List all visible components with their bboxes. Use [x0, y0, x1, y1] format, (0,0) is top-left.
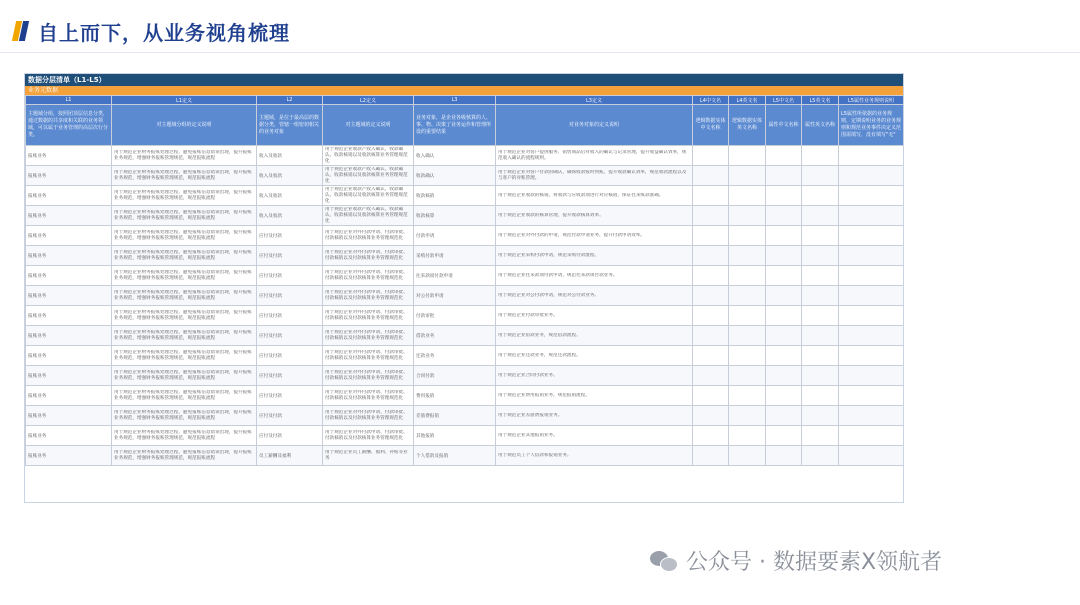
cell-l1: 报账业务	[26, 286, 112, 306]
cell-empty	[729, 346, 766, 366]
cell-l3-definition	[496, 406, 693, 426]
cell-l1-definition-text: 用于规范企业财务报账处理过程，避免报账信息错误出现，提升报账业务规范，增强财务报账管理规范，规范报账流程	[114, 389, 252, 401]
cell-l2-definition-text: 用于规范企业对外付款申请、付款审批、付款核销以及付款核算业务管理规范化	[325, 229, 408, 241]
col-header: L4中文名	[693, 96, 729, 105]
col-description: 对业务对象的定义说明	[496, 105, 693, 146]
cell-empty	[729, 426, 766, 446]
cell-empty	[766, 246, 802, 266]
cell-l1: 报账业务	[26, 166, 112, 186]
cell-l3-definition	[496, 366, 693, 386]
cell-l1: 报账业务	[26, 246, 112, 266]
cell-l3-definition	[496, 146, 693, 166]
cell-empty	[766, 446, 802, 466]
cell-empty	[839, 166, 904, 186]
col-header: L5中文名	[766, 96, 802, 105]
cell-l2-definition-text: 用于规范企业对外付款申请、付款审批、付款核销以及付款核算业务管理规范化	[325, 289, 408, 301]
cell-l2: 应付及付款	[257, 306, 323, 326]
cell-empty	[802, 206, 839, 226]
cell-l1-definition	[112, 426, 257, 446]
cell-empty	[802, 306, 839, 326]
cell-empty	[839, 366, 904, 386]
cell-l3-definition-text: 用于规范企业采购付款申请，规范采购付款流程。	[498, 252, 600, 258]
cell-empty	[693, 246, 729, 266]
cell-empty	[766, 266, 802, 286]
cell-l2-definition	[323, 146, 414, 166]
table-body	[26, 146, 904, 466]
cell-empty	[802, 286, 839, 306]
cell-l2-definition-text: 用于规范企业对外付款申请、付款审批、付款核销以及付款核算业务管理规范化	[325, 309, 408, 321]
watermark	[650, 545, 942, 576]
table-row	[26, 286, 904, 306]
col-description: 对主题域的定义说明	[323, 105, 414, 146]
cell-l3: 往来款项付款申请	[414, 266, 496, 286]
cell-l3-definition-text: 用于规范企业付款审批业务。	[498, 312, 558, 318]
cell-l1-definition-text: 用于规范企业财务报账处理过程，避免报账信息错误出现，提升报账业务规范，增强财务报账管理规范，规范报账流程	[114, 169, 252, 181]
cell-empty	[839, 186, 904, 206]
col-description: 逻辑数据实体英文名称	[729, 105, 766, 146]
cell-l2: 应付及付款	[257, 326, 323, 346]
col-description: L5属性所依据的业务规则，定期说明业务的业务规则和规范业务事件决定义范围需填写，没有填写"无"	[839, 105, 904, 146]
cell-l2-definition	[323, 186, 414, 206]
cell-l1: 报账业务	[26, 266, 112, 286]
cell-empty	[693, 186, 729, 206]
col-description: 业务对象，是企业各级核算的人、事、物、决策了业务运作和管理所设的重要结果	[414, 105, 496, 146]
cell-l3-definition-text: 用于规范企业对公付款申请，规范对公付款业务。	[498, 292, 600, 298]
cell-empty	[729, 286, 766, 306]
cell-l3: 收款确认	[414, 166, 496, 186]
table-row	[26, 186, 904, 206]
cell-l1-definition-text: 用于规范企业财务报账处理过程，避免报账信息错误出现，提升报账业务规范，增强财务报账管理规范，规范报账流程	[114, 449, 252, 461]
cell-empty	[766, 186, 802, 206]
cell-l2: 收入及收款	[257, 146, 323, 166]
sheet-subtitle: 业务元数据	[25, 86, 903, 95]
cell-l2: 应付及付款	[257, 426, 323, 446]
cell-empty	[802, 266, 839, 286]
table-row	[26, 206, 904, 226]
cell-l1-definition	[112, 346, 257, 366]
col-header: L3定义	[496, 96, 693, 105]
cell-l3-definition	[496, 426, 693, 446]
cell-empty	[693, 206, 729, 226]
cell-l3-definition	[496, 186, 693, 206]
cell-l2: 应付及付款	[257, 286, 323, 306]
col-header: L5英文名	[802, 96, 839, 105]
cell-empty	[693, 386, 729, 406]
cell-l1-definition	[112, 326, 257, 346]
cell-l1-definition	[112, 306, 257, 326]
cell-empty	[766, 366, 802, 386]
cell-l3: 费用报销	[414, 386, 496, 406]
cell-empty	[729, 406, 766, 426]
cell-l3: 对公付款申请	[414, 286, 496, 306]
cell-l2-definition-text: 用于规范企业员工薪酬、福利、补贴等业务	[325, 449, 408, 461]
slide-title-text: 自上而下，从业务视角梳理	[38, 20, 290, 45]
cell-empty	[802, 406, 839, 426]
cell-l3: 还款业务	[414, 346, 496, 366]
cell-l2-definition	[323, 226, 414, 246]
cell-l2: 应付及付款	[257, 346, 323, 366]
col-description: 主题域分组，按照团顶层信息分类，通过数据的共享度和关联的业务领域，可以属于业务管理的高层次行分类。	[26, 105, 112, 146]
cell-empty	[802, 446, 839, 466]
cell-l2: 收入及收款	[257, 186, 323, 206]
cell-l1-definition	[112, 246, 257, 266]
table-row	[26, 326, 904, 346]
cell-empty	[802, 346, 839, 366]
cell-empty	[802, 166, 839, 186]
sheet-title: 数据分层清单（L1-L5）	[25, 74, 903, 86]
cell-l2: 员工薪酬及福利	[257, 446, 323, 466]
cell-empty	[766, 386, 802, 406]
cell-empty	[729, 146, 766, 166]
data-layer-sheet	[24, 73, 904, 503]
cell-l1: 报账业务	[26, 146, 112, 166]
cell-l1: 报账业务	[26, 406, 112, 426]
cell-l3-definition	[496, 346, 693, 366]
cell-l2-definition	[323, 326, 414, 346]
cell-empty	[839, 426, 904, 446]
cell-empty	[693, 366, 729, 386]
cell-empty	[766, 166, 802, 186]
cell-empty	[839, 306, 904, 326]
cell-empty	[766, 326, 802, 346]
cell-l2-definition	[323, 426, 414, 446]
cell-l2-definition-text: 用于规范企业对外付款申请、付款审批、付款核销以及付款核算业务管理规范化	[325, 269, 408, 281]
cell-l3-definition-text: 用于规范企业还款业务，规范还款流程。	[498, 352, 581, 358]
cell-l2-definition-text: 用于规范企业收款产收入确认、收款确认、收款核销以及收款核算业务管理规范化	[325, 166, 408, 184]
cell-empty	[839, 146, 904, 166]
cell-empty	[766, 226, 802, 246]
cell-l1-definition-text: 用于规范企业财务报账处理过程，避免报账信息错误出现，提升报账业务规范，增强财务报账管理规范，规范报账流程	[114, 249, 252, 261]
cell-l1-definition-text: 用于规范企业财务报账处理过程，避免报账信息错误出现，提升报账业务规范，增强财务报账管理规范，规范报账流程	[114, 189, 252, 201]
cell-l3: 付款审批	[414, 306, 496, 326]
cell-empty	[839, 266, 904, 286]
cell-l1-definition	[112, 286, 257, 306]
cell-l2-definition	[323, 366, 414, 386]
cell-empty	[839, 286, 904, 306]
cell-l3-definition	[496, 306, 693, 326]
cell-l1: 报账业务	[26, 226, 112, 246]
cell-empty	[729, 186, 766, 206]
cell-empty	[802, 386, 839, 406]
table-row	[26, 306, 904, 326]
cell-l2: 收入及收款	[257, 166, 323, 186]
cell-l1-definition-text: 用于规范企业财务报账处理过程，避免报账信息错误出现，提升报账业务规范，增强财务报账管理规范，规范报账流程	[114, 369, 252, 381]
cell-l3: 收款核销	[414, 186, 496, 206]
cell-l3-definition-text: 用于规范员工个人借款和报销业务。	[498, 452, 572, 458]
cell-empty	[693, 226, 729, 246]
cell-empty	[802, 426, 839, 446]
cell-l3-definition	[496, 326, 693, 346]
cell-l3-definition-text: 用于规范企业对客户付款的确认，确保收款按时到账，提升收款确认效率，规范收款流程以及与客户的对账管理。	[498, 169, 687, 181]
cell-l1-definition-text: 用于规范企业财务报账处理过程，避免报账信息错误出现，提升报账业务规范，增强财务报账管理规范，规范报账流程	[114, 349, 252, 361]
cell-l3-definition-text: 用于规范企业差旅费报销业务。	[498, 412, 563, 418]
cell-empty	[839, 446, 904, 466]
cell-l3: 个人借款及报销	[414, 446, 496, 466]
cell-l1-definition	[112, 186, 257, 206]
cell-l1-definition-text: 用于规范企业财务报账处理过程，避免报账信息错误出现，提升报账业务规范，增强财务报账管理规范，规范报账流程	[114, 429, 252, 441]
description-header-row	[26, 105, 904, 146]
cell-empty	[729, 246, 766, 266]
cell-l1: 报账业务	[26, 426, 112, 446]
cell-l2-definition	[323, 246, 414, 266]
cell-l2-definition	[323, 346, 414, 366]
cell-l3-definition-text: 用于规范企业合同付款业务。	[498, 372, 558, 378]
cell-l1-definition-text: 用于规范企业财务报账处理过程，避免报账信息错误出现，提升报账业务规范，增强财务报账管理规范，规范报账流程	[114, 269, 252, 281]
cell-empty	[729, 326, 766, 346]
cell-l2-definition-text: 用于规范企业收款产收入确认、收款确认、收款核销以及收款核算业务管理规范化	[325, 146, 408, 164]
cell-l3: 其他报销	[414, 426, 496, 446]
cell-empty	[729, 166, 766, 186]
data-layer-table	[25, 95, 904, 466]
cell-empty	[693, 446, 729, 466]
cell-l1-definition	[112, 386, 257, 406]
cell-l2-definition	[323, 306, 414, 326]
cell-l3: 合同付款	[414, 366, 496, 386]
cell-l1: 报账业务	[26, 346, 112, 366]
cell-l2-definition-text: 用于规范企业对外付款申请、付款审批、付款核销以及付款核算业务管理规范化	[325, 329, 408, 341]
cell-empty	[693, 346, 729, 366]
cell-l3-definition-text: 用于规范企业往来款项付款申请，规范往来款项付款业务。	[498, 272, 618, 278]
cell-l3-definition-text: 用于规范企业对外付款的申请，规范付款申请业务，提升付款申请效率。	[498, 232, 646, 238]
cell-l1: 报账业务	[26, 206, 112, 226]
cell-l1-definition-text: 用于规范企业财务报账处理过程，避免报账信息错误出现，提升报账业务规范，增强财务报账管理规范，规范报账流程	[114, 409, 252, 421]
cell-l2: 应付及付款	[257, 406, 323, 426]
cell-l1-definition	[112, 166, 257, 186]
slide-title	[14, 14, 290, 48]
cell-empty	[802, 146, 839, 166]
cell-empty	[729, 266, 766, 286]
cell-empty	[729, 366, 766, 386]
cell-empty	[802, 226, 839, 246]
cell-l1-definition	[112, 206, 257, 226]
cell-empty	[802, 326, 839, 346]
cell-empty	[766, 286, 802, 306]
cell-empty	[729, 306, 766, 326]
cell-l2-definition-text: 用于规范企业对外付款申请、付款审批、付款核销以及付款核算业务管理规范化	[325, 369, 408, 381]
cell-l3: 采购付款申请	[414, 246, 496, 266]
cell-l3-definition	[496, 266, 693, 286]
cell-l3-definition	[496, 246, 693, 266]
cell-l3-definition	[496, 206, 693, 226]
cell-l2-definition-text: 用于规范企业对外付款申请、付款审批、付款核销以及付款核算业务管理规范化	[325, 389, 408, 401]
cell-l2-definition-text: 用于规范企业对外付款申请、付款审批、付款核销以及付款核算业务管理规范化	[325, 429, 408, 441]
cell-empty	[729, 446, 766, 466]
cell-l2-definition-text: 用于规范企业对外付款申请、付款审批、付款核销以及付款核算业务管理规范化	[325, 249, 408, 261]
cell-l3: 收入确认	[414, 146, 496, 166]
cell-empty	[766, 346, 802, 366]
col-header: L2	[257, 96, 323, 105]
cell-l2: 应付及付款	[257, 246, 323, 266]
col-header: L5属性业务规则说明	[839, 96, 904, 105]
table-row	[26, 346, 904, 366]
table-row	[26, 426, 904, 446]
cell-l3-definition-text: 用于规范企业收款的核算管理，提升收款核算效率。	[498, 212, 604, 218]
wechat-icon	[650, 549, 678, 573]
level-header-row	[26, 96, 904, 105]
cell-l3: 付款申请	[414, 226, 496, 246]
cell-empty	[839, 326, 904, 346]
cell-l3-definition	[496, 386, 693, 406]
table-row	[26, 266, 904, 286]
cell-empty	[729, 386, 766, 406]
table-row	[26, 366, 904, 386]
cell-l2-definition-text: 用于规范企业对外付款申请、付款审批、付款核销以及付款核算业务管理规范化	[325, 349, 408, 361]
cell-l3-definition-text: 用于规范企业收款的核销，将收款与应收款项进行对应核销，保证往来账款准确。	[498, 192, 664, 198]
cell-l2: 应付及付款	[257, 386, 323, 406]
cell-l1-definition	[112, 226, 257, 246]
cell-empty	[766, 206, 802, 226]
cell-l2: 应付及付款	[257, 226, 323, 246]
cell-l1: 报账业务	[26, 306, 112, 326]
cell-l2-definition-text: 用于规范企业对外付款申请、付款审批、付款核销以及付款核算业务管理规范化	[325, 409, 408, 421]
cell-empty	[839, 346, 904, 366]
cell-l2-definition	[323, 446, 414, 466]
cell-l1-definition-text: 用于规范企业财务报账处理过程，避免报账信息错误出现，提升报账业务规范，增强财务报账管理规范，规范报账流程	[114, 289, 252, 301]
cell-l2: 应付及付款	[257, 266, 323, 286]
cell-l1-definition-text: 用于规范企业财务报账处理过程，避免报账信息错误出现，提升报账业务规范，增强财务报账管理规范，规范报账流程	[114, 329, 252, 341]
cell-empty	[766, 406, 802, 426]
cell-empty	[802, 186, 839, 206]
cell-l3-definition	[496, 286, 693, 306]
cell-l1: 报账业务	[26, 446, 112, 466]
col-description: 主题域，是位于最高层的数据分类，管辖一组密切相关的业务对象	[257, 105, 323, 146]
cell-l1-definition-text: 用于规范企业财务报账处理过程，避免报账信息错误出现，提升报账业务规范，增强财务报账管理规范，规范报账流程	[114, 149, 252, 161]
cell-l1-definition	[112, 446, 257, 466]
cell-l1: 报账业务	[26, 326, 112, 346]
col-header: L1定义	[112, 96, 257, 105]
cell-empty	[766, 426, 802, 446]
cell-l3: 借款业务	[414, 326, 496, 346]
col-header: L3	[414, 96, 496, 105]
cell-empty	[839, 246, 904, 266]
cell-empty	[729, 206, 766, 226]
cell-l3-definition-text: 用于规范企业借款业务，规范借款流程。	[498, 332, 581, 338]
table-row	[26, 146, 904, 166]
cell-l3-definition	[496, 166, 693, 186]
cell-l1-definition	[112, 406, 257, 426]
cell-l2-definition	[323, 286, 414, 306]
cell-l1-definition	[112, 266, 257, 286]
cell-l3-definition-text: 用于规范企业费用报销业务，规范报销流程。	[498, 392, 590, 398]
table-row	[26, 246, 904, 266]
watermark-text: 公众号 · 数据要素X领航者	[686, 550, 943, 575]
cell-l1-definition	[112, 366, 257, 386]
cell-empty	[839, 406, 904, 426]
col-description: 对主题域分组的定义说明	[112, 105, 257, 146]
cell-l1-definition-text: 用于规范企业财务报账处理过程，避免报账信息错误出现，提升报账业务规范，增强财务报账管理规范，规范报账流程	[114, 309, 252, 321]
cell-l2-definition	[323, 206, 414, 226]
cell-empty	[839, 226, 904, 246]
cell-l1-definition-text: 用于规范企业财务报账处理过程，避免报账信息错误出现，提升报账业务规范，增强财务报账管理规范，规范报账流程	[114, 209, 252, 221]
cell-l2-definition	[323, 406, 414, 426]
cell-empty	[693, 286, 729, 306]
cell-l2-definition	[323, 266, 414, 286]
cell-empty	[693, 326, 729, 346]
table-row	[26, 226, 904, 246]
cell-empty	[766, 306, 802, 326]
table-row	[26, 446, 904, 466]
cell-l3: 差旅费报销	[414, 406, 496, 426]
table-row	[26, 406, 904, 426]
cell-l2-definition-text: 用于规范企业收款产收入确认、收款确认、收款核销以及收款核算业务管理规范化	[325, 206, 408, 224]
cell-empty	[766, 146, 802, 166]
title-mark-icon	[14, 19, 28, 43]
cell-l1: 报账业务	[26, 186, 112, 206]
cell-l1-definition-text: 用于规范企业财务报账处理过程，避免报账信息错误出现，提升报账业务规范，增强财务报账管理规范，规范报账流程	[114, 229, 252, 241]
cell-l3-definition-text: 用于规范企业对客户提供服务、销售商品后对收入的确认与记录管理，提升收益确认效率，规范收入确认的流程规则。	[498, 149, 687, 161]
cell-l3-definition	[496, 446, 693, 466]
cell-empty	[802, 366, 839, 386]
cell-empty	[693, 306, 729, 326]
cell-l3-definition	[496, 226, 693, 246]
cell-l2: 应付及付款	[257, 366, 323, 386]
cell-l1: 报账业务	[26, 386, 112, 406]
cell-l3-definition-text: 用于规范企业其他报销业务。	[498, 432, 558, 438]
cell-l1-definition	[112, 146, 257, 166]
cell-empty	[802, 246, 839, 266]
title-divider	[0, 52, 1080, 53]
cell-empty	[839, 206, 904, 226]
cell-l3: 收款核算	[414, 206, 496, 226]
col-header: L1	[26, 96, 112, 105]
cell-empty	[839, 386, 904, 406]
cell-empty	[729, 226, 766, 246]
col-header: L4英文名	[729, 96, 766, 105]
cell-l2-definition-text: 用于规范企业收款产收入确认、收款确认、收款核销以及收款核算业务管理规范化	[325, 186, 408, 204]
cell-l2-definition	[323, 386, 414, 406]
col-description: 逻辑数据实体中文名称	[693, 105, 729, 146]
col-description: 属性中文名称	[766, 105, 802, 146]
col-header: L2定义	[323, 96, 414, 105]
cell-l1: 报账业务	[26, 366, 112, 386]
cell-empty	[693, 166, 729, 186]
table-row	[26, 386, 904, 406]
cell-empty	[693, 406, 729, 426]
table-row	[26, 166, 904, 186]
cell-empty	[693, 266, 729, 286]
cell-empty	[693, 146, 729, 166]
cell-l2-definition	[323, 166, 414, 186]
cell-empty	[693, 426, 729, 446]
cell-l2: 收入及收款	[257, 206, 323, 226]
col-description: 属性英文名称	[802, 105, 839, 146]
